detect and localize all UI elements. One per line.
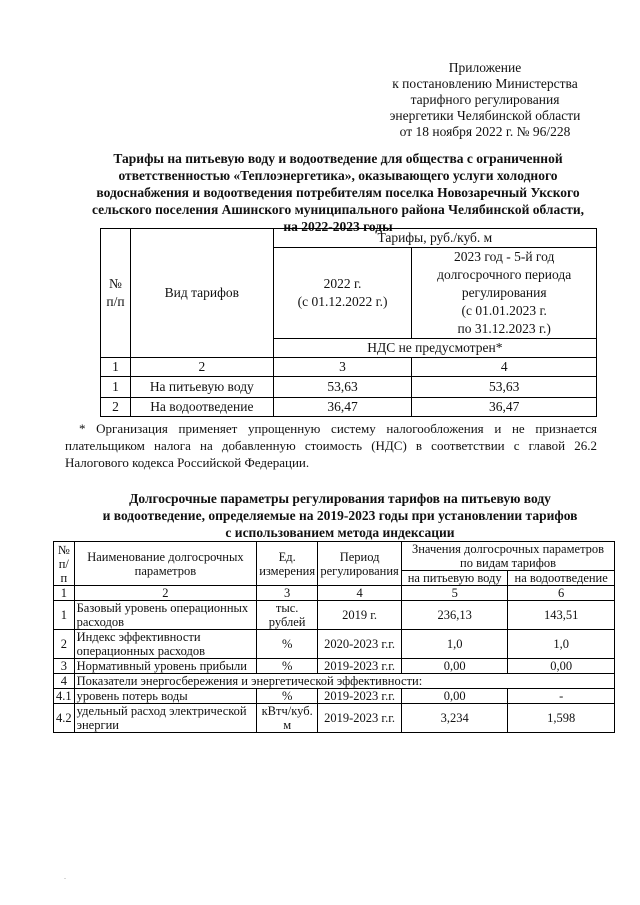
table-cell: [257, 704, 318, 733]
table-cell: 6: [508, 586, 615, 601]
header-2023: [412, 248, 597, 339]
title-line: с использованием метода индексации: [225, 525, 455, 540]
tariff-table: [100, 228, 597, 417]
vat-note: НДС не предусмотрен*: [273, 339, 596, 358]
table-cell: 3: [257, 586, 318, 601]
header-text: (с 01.01.2023 г.: [461, 303, 547, 318]
table-cell: 53,63: [273, 377, 412, 398]
header-water: на питьевую воду: [402, 571, 508, 586]
table-cell: 2: [74, 586, 257, 601]
appendix-line: энергетики Челябинской области: [389, 108, 581, 123]
header-text: п/п: [106, 294, 125, 309]
table-cell: 3: [273, 358, 412, 377]
header-text: Период: [339, 549, 380, 564]
table-cell: [74, 704, 257, 733]
title-line: Тарифы на питьевую воду и водоотведение для общества с ограниченной: [113, 151, 563, 166]
header-text: №: [109, 276, 122, 291]
table-cell: Нормативный уровень прибыли: [74, 659, 257, 674]
table-row: [54, 689, 615, 704]
table-cell: 2019 г.: [318, 601, 402, 630]
title-line: сельского поселения Ашинского муниципального района Челябинской области,: [92, 202, 584, 217]
header-text: параметров: [134, 563, 197, 578]
table-cell: 1: [101, 358, 131, 377]
table-cell: 5: [402, 586, 508, 601]
table-cell: На питьевую воду: [130, 377, 273, 398]
table-cell: %: [257, 689, 318, 704]
table-cell: 2: [130, 358, 273, 377]
table-row: [101, 398, 597, 417]
table-row: [54, 659, 615, 674]
header-type: Вид тарифов: [130, 229, 273, 358]
table-cell: На водоотведение: [130, 398, 273, 417]
header-tariff-group: Тарифы, руб./куб. м: [273, 229, 596, 248]
cell-text: расходов: [76, 615, 124, 629]
title-line: на 2022-2023 годы: [283, 219, 393, 234]
table-cell: [74, 601, 257, 630]
table-cell: 4: [412, 358, 597, 377]
header-2022: [273, 248, 412, 339]
table-cell: 3: [54, 659, 75, 674]
header-text: Значения долгосрочных параметров: [411, 542, 605, 556]
header-text: 2023 год - 5-й год: [454, 249, 555, 264]
table-row: [101, 377, 597, 398]
table-cell: 53,63: [412, 377, 597, 398]
appendix-line: от 18 ноября 2022 г. № 96/228: [399, 124, 571, 139]
cell-text: тыс.: [275, 601, 299, 615]
table-cell: 4: [318, 586, 402, 601]
table-cell: 1,0: [508, 630, 615, 659]
table-cell: 2: [101, 398, 131, 417]
header-num: [101, 229, 131, 358]
appendix-line: к постановлению Министерства: [392, 76, 578, 91]
scan-mark: .: [64, 872, 66, 881]
header-text: Наименование долгосрочных: [87, 549, 244, 564]
table-header-row: [54, 542, 615, 571]
section-title: Показатели энергосбережения и энергетической эффективности:: [74, 674, 614, 689]
header-text: Ед.: [278, 549, 296, 564]
table-cell: 1: [101, 377, 131, 398]
table-cell: 2020-2023 г.г.: [318, 630, 402, 659]
appendix-line: тарифного регулирования: [410, 92, 560, 107]
header-unit: [257, 542, 318, 586]
table-cell: 0,00: [402, 659, 508, 674]
table-cell: 143,51: [508, 601, 615, 630]
table-cell: 2019-2023 г.г.: [318, 704, 402, 733]
cell-text: Индекс эффективности: [76, 630, 201, 644]
header-name: [74, 542, 257, 586]
table-cell: 1: [54, 586, 75, 601]
header-text: регулирования: [320, 563, 399, 578]
header-text: п/п: [58, 556, 69, 585]
cell-text: операционных расходов: [76, 644, 206, 658]
table-cell: -: [508, 689, 615, 704]
tariff-title: [78, 150, 598, 235]
header-waste: на водоотведение: [508, 571, 615, 586]
table-cell: 36,47: [412, 398, 597, 417]
header-text: регулирования: [461, 285, 547, 300]
parameters-table: [53, 541, 615, 733]
title-line: Долгосрочные параметры регулирования тарифов на питьевую воду: [129, 491, 551, 506]
table-row: [54, 630, 615, 659]
header-text: 2022 г.: [323, 276, 362, 291]
table-cell: 4.1: [54, 689, 75, 704]
header-period: [318, 542, 402, 586]
table-cell: 236,13: [402, 601, 508, 630]
table-cell: 0,00: [402, 689, 508, 704]
table-row: [54, 601, 615, 630]
header-text: (с 01.12.2022 г.): [297, 294, 388, 309]
index-row: [101, 358, 597, 377]
table-cell: 36,47: [273, 398, 412, 417]
appendix-header: [370, 60, 600, 140]
appendix-line: Приложение: [448, 60, 522, 75]
index-row: [54, 586, 615, 601]
cell-text: удельный расход электрической: [76, 704, 247, 718]
title-line: ответственностью «Теплоэнергетика», оказывающего услуги холодного: [118, 168, 558, 183]
table-cell: 1,598: [508, 704, 615, 733]
table-header-row: [101, 229, 597, 248]
table-cell: [257, 601, 318, 630]
header-text: по 31.12.2023 г.): [457, 321, 551, 336]
header-text: долгосрочного периода: [437, 267, 572, 282]
parameters-title: [65, 490, 615, 541]
table-cell: 2019-2023 г.г.: [318, 689, 402, 704]
table-cell: 4: [54, 674, 75, 689]
header-text: №: [57, 542, 70, 557]
cell-text: Базовый уровень операционных: [76, 601, 249, 615]
table-cell: 0,00: [508, 659, 615, 674]
table-cell: 4.2: [54, 704, 75, 733]
table-cell: 2019-2023 г.г.: [318, 659, 402, 674]
header-text: измерения: [259, 563, 316, 578]
header-text: по видам тарифов: [460, 556, 557, 570]
table-cell: 1,0: [402, 630, 508, 659]
header-num: [54, 542, 75, 586]
table-cell: 1: [54, 601, 75, 630]
table-cell: уровень потерь воды: [74, 689, 257, 704]
cell-text: м: [283, 718, 292, 732]
cell-text: рублей: [268, 615, 306, 629]
header-values: [402, 542, 615, 571]
footnote: * Организация применяет упрощенную систему налогообложения и не признается плательщиком налога на добавленную стоимость (НДС) в соответствии с главой 26.2 Налогового кодекса Российской Федерации.: [65, 421, 597, 470]
section-row: [54, 674, 615, 689]
title-line: и водоотведение, определяемые на 2019-2023 годы при установлении тарифов: [102, 508, 578, 523]
cell-text: кВтч/куб.: [261, 704, 313, 718]
table-cell: 3,234: [402, 704, 508, 733]
table-cell: 2: [54, 630, 75, 659]
table-row: [54, 704, 615, 733]
cell-text: энергии: [76, 718, 119, 732]
table-cell: %: [257, 630, 318, 659]
table-cell: %: [257, 659, 318, 674]
title-line: водоснабжения и водоотведения потребителям поселка Новозаречный Укского: [96, 185, 580, 200]
table-cell: [74, 630, 257, 659]
